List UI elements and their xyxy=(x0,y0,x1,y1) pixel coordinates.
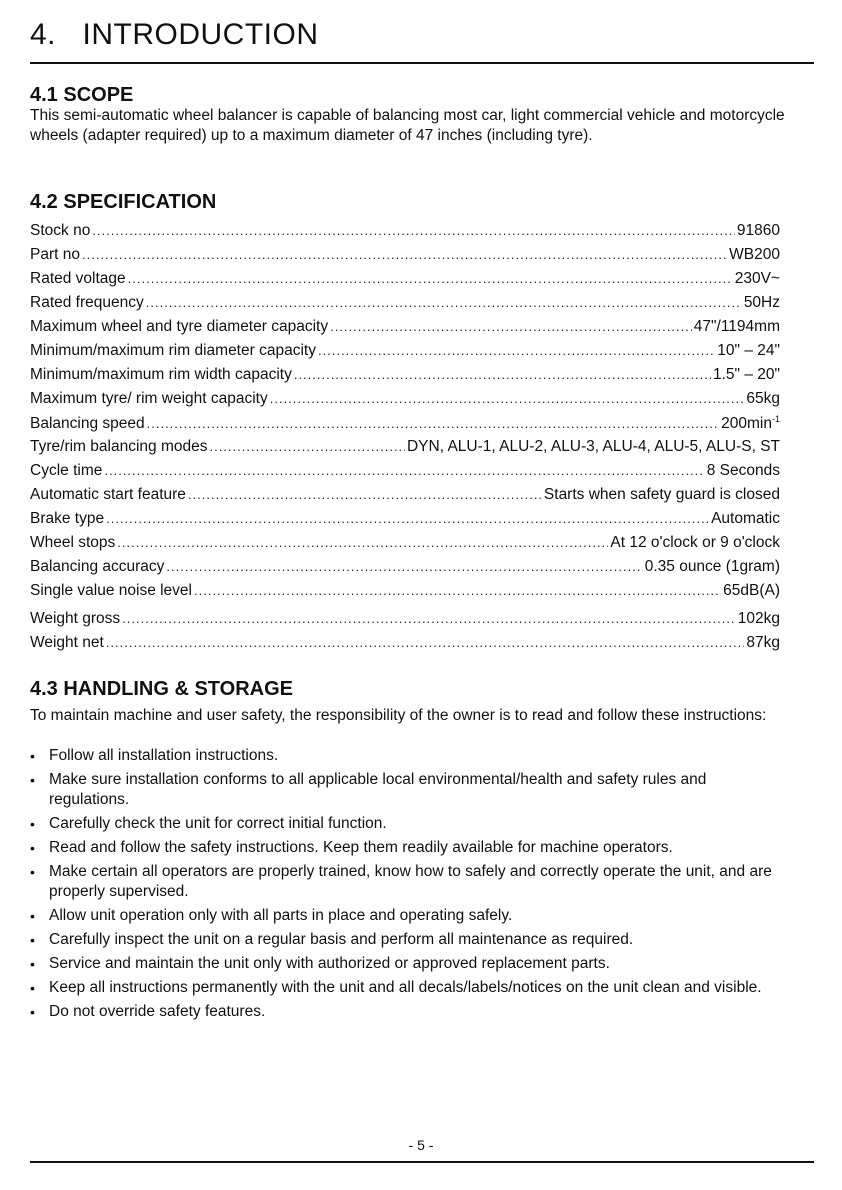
spec-row xyxy=(30,294,780,318)
spec-value xyxy=(746,390,780,408)
spec-value xyxy=(721,414,780,433)
bullet-icon: • xyxy=(30,748,35,764)
spec-label: Minimum/maximum rim width capacity xyxy=(30,366,292,383)
spec-value-text: 8 Seconds xyxy=(706,462,780,479)
dot-leader xyxy=(146,295,742,310)
title-rule xyxy=(30,62,814,64)
bullet-item xyxy=(30,814,790,834)
page-number: - 5 - xyxy=(408,1137,434,1153)
bullet-icon: • xyxy=(30,932,35,948)
bullet-item xyxy=(30,1002,790,1022)
spec-row xyxy=(30,558,780,582)
spec-value-text: 1.5" – 20" xyxy=(712,366,780,383)
bullet-text: Follow all installation instructions. xyxy=(49,747,279,764)
bullet-text: Allow unit operation only with all parts in place and operating safely. xyxy=(49,907,513,924)
spec-value-text: At 12 o'clock or 9 o'clock xyxy=(610,534,780,551)
dot-leader xyxy=(294,367,711,382)
spec-value xyxy=(723,582,780,600)
spec-label: Maximum wheel and tyre diameter capacity xyxy=(30,318,329,335)
spec-row xyxy=(30,390,780,414)
spec-value-text: 87kg xyxy=(746,634,780,651)
bullet-text: Read and follow the safety instructions. Keep them readily available for machine operators. xyxy=(49,839,673,856)
spec-row xyxy=(30,270,780,294)
dot-leader xyxy=(122,611,736,626)
bullet-item xyxy=(30,906,790,926)
bullet-icon: • xyxy=(30,816,35,832)
spec-value xyxy=(707,462,780,480)
dot-leader xyxy=(106,635,745,650)
spec-label: Automatic start feature xyxy=(30,486,186,503)
spec-row xyxy=(30,634,780,658)
bullet-text: Carefully inspect the unit on a regular basis and perform all maintenance as required. xyxy=(49,931,634,948)
page-title: 4. INTRODUCTION xyxy=(30,18,319,51)
specification-list xyxy=(30,222,780,658)
spec-value-text: Starts when safety guard is closed xyxy=(543,486,780,503)
spec-row xyxy=(30,534,780,558)
spec-value-text: 65kg xyxy=(746,390,780,407)
spec-value xyxy=(744,294,780,312)
scope-heading: 4.1 SCOPE xyxy=(30,84,134,106)
spec-row xyxy=(30,462,780,486)
bullet-text: Carefully check the unit for correct initial function. xyxy=(49,815,387,832)
spec-value-text: 200min xyxy=(721,415,772,433)
bullet-icon: • xyxy=(30,772,35,788)
spec-value-text: 0.35 ounce (1gram) xyxy=(644,558,780,575)
spec-row xyxy=(30,342,780,366)
spec-row xyxy=(30,582,780,606)
spec-label: Brake type xyxy=(30,510,105,527)
spec-value-text: 10" – 24" xyxy=(717,342,780,359)
spec-value xyxy=(694,318,780,336)
spec-row xyxy=(30,222,780,246)
dot-leader xyxy=(82,247,727,262)
spec-value-text: 91860 xyxy=(736,222,780,239)
spec-label: Rated voltage xyxy=(30,270,126,287)
spec-label: Stock no xyxy=(30,222,91,239)
spec-value xyxy=(544,486,780,504)
spec-value xyxy=(717,342,780,360)
handling-heading: 4.3 HANDLING & STORAGE xyxy=(30,678,293,700)
dot-leader xyxy=(106,511,709,526)
specification-heading: 4.2 SPECIFICATION xyxy=(30,191,217,213)
spec-value xyxy=(746,634,780,652)
spec-value xyxy=(738,610,780,628)
spec-value-superscript: -1 xyxy=(771,414,780,424)
spec-label: Tyre/rim balancing modes xyxy=(30,438,208,455)
spec-label: Part no xyxy=(30,246,80,263)
spec-row xyxy=(30,414,780,438)
dot-leader xyxy=(92,223,735,238)
spec-value xyxy=(729,246,780,264)
spec-label: Single value noise level xyxy=(30,582,192,599)
bullet-text: Do not override safety features. xyxy=(49,1003,266,1020)
spec-value xyxy=(407,438,780,456)
spec-label: Wheel stops xyxy=(30,534,116,551)
spec-label: Weight gross xyxy=(30,610,121,627)
bullet-text: Make sure installation conforms to all applicable local environmental/health and safety rules and regulations. xyxy=(49,771,707,808)
spec-value-text: DYN, ALU-1, ALU-2, ALU-3, ALU-4, ALU-5, ALU-S, ST xyxy=(406,438,780,455)
spec-row xyxy=(30,438,780,462)
dot-leader xyxy=(194,583,721,598)
spec-label: Maximum tyre/ rim weight capacity xyxy=(30,390,268,407)
bullet-item xyxy=(30,862,790,902)
spec-row xyxy=(30,610,780,634)
dot-leader xyxy=(147,416,720,431)
footer-rule xyxy=(30,1161,814,1163)
spec-value-text: Automatic xyxy=(711,510,780,527)
spec-row xyxy=(30,318,780,342)
dot-leader xyxy=(128,271,733,286)
spec-value xyxy=(645,558,780,576)
bullet-icon: • xyxy=(30,956,35,972)
spec-value xyxy=(610,534,780,552)
bullet-item xyxy=(30,930,790,950)
spec-value-text: 50Hz xyxy=(743,294,780,311)
dot-leader xyxy=(104,463,704,478)
spec-label: Balancing speed xyxy=(30,415,145,433)
spec-value xyxy=(711,510,780,528)
spec-label: Weight net xyxy=(30,634,104,651)
bullet-item xyxy=(30,978,790,998)
dot-leader xyxy=(209,439,405,454)
spec-label: Rated frequency xyxy=(30,294,144,311)
spec-value xyxy=(713,366,780,384)
spec-label: Minimum/maximum rim diameter capacity xyxy=(30,342,316,359)
spec-value xyxy=(735,270,780,288)
spec-label: Cycle time xyxy=(30,462,103,479)
dot-leader xyxy=(117,535,608,550)
bullet-text: Make certain all operators are properly trained, know how to safely and correctly operate the unit, and are properly supervised. xyxy=(49,863,772,900)
spec-value-text: 230V~ xyxy=(734,270,780,287)
bullet-icon: • xyxy=(30,1004,35,1020)
spec-label: Balancing accuracy xyxy=(30,558,165,575)
bullet-icon: • xyxy=(30,840,35,856)
bullet-item xyxy=(30,746,790,766)
bullet-item xyxy=(30,954,790,974)
bullet-text: Service and maintain the unit only with authorized or approved replacement parts. xyxy=(49,955,610,972)
dot-leader xyxy=(166,559,642,574)
spec-value xyxy=(737,222,780,240)
bullet-item xyxy=(30,838,790,858)
spec-value-text: 47"/1194mm xyxy=(693,318,780,335)
spec-row xyxy=(30,486,780,510)
spec-row xyxy=(30,510,780,534)
dot-leader xyxy=(270,391,745,406)
bullet-icon: • xyxy=(30,908,35,924)
dot-leader xyxy=(188,487,542,502)
handling-bullet-list xyxy=(30,746,790,1026)
bullet-text: Keep all instructions permanently with the unit and all decals/labels/notices on the unit clean and visible. xyxy=(49,979,762,996)
handling-intro: To maintain machine and user safety, the responsibility of the owner is to read and follow these instructions: xyxy=(30,707,767,724)
bullet-icon: • xyxy=(30,864,35,880)
scope-text: This semi-automatic wheel balancer is capable of balancing most car, light commercial vehicle and motorcycle wheels (adapter required) up to a maximum diameter of 47 inches (including tyre). xyxy=(30,107,785,144)
spec-value-text: WB200 xyxy=(729,246,780,263)
spec-row xyxy=(30,366,780,390)
spec-row xyxy=(30,246,780,270)
dot-leader xyxy=(330,319,692,334)
bullet-icon: • xyxy=(30,980,35,996)
dot-leader xyxy=(318,343,715,358)
spec-value-text: 102kg xyxy=(737,610,780,627)
bullet-item xyxy=(30,770,790,810)
spec-value-text: 65dB(A) xyxy=(723,582,780,599)
